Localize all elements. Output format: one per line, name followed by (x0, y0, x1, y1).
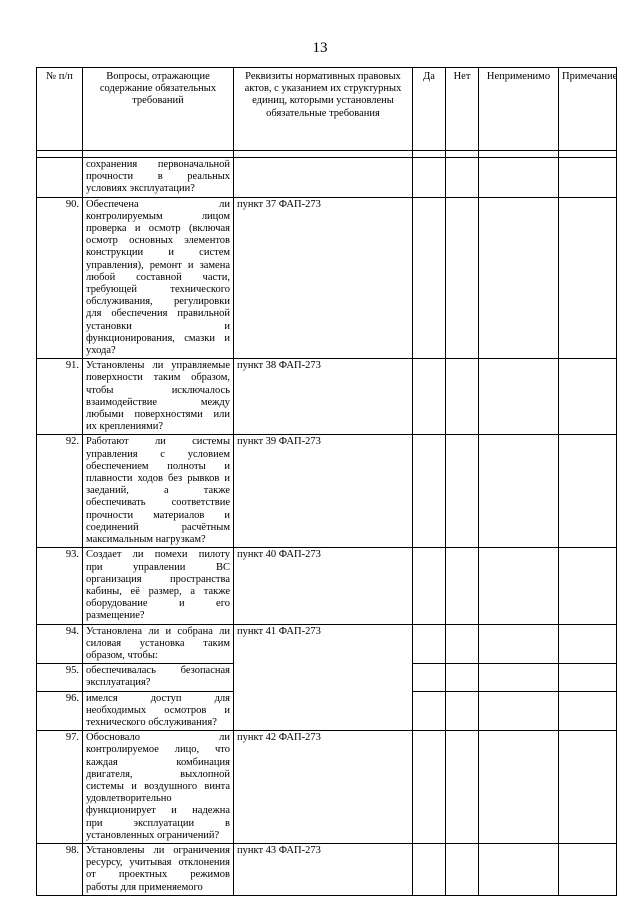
note-cell[interactable] (559, 624, 617, 664)
no-cell[interactable] (446, 664, 479, 691)
row-requisite: пункт 39 ФАП-273 (234, 435, 413, 548)
row-number: 96. (37, 691, 83, 731)
question-line: сохранения первоначальной (86, 159, 230, 170)
table-row-spacer (37, 151, 617, 158)
row-requisite: пункт 40 ФАП-273 (234, 548, 413, 624)
question-line: ресурсу, учитывая отклонения (86, 857, 230, 869)
yes-cell[interactable] (413, 548, 446, 624)
note-cell[interactable] (559, 158, 617, 198)
yes-cell[interactable] (413, 435, 446, 548)
question-line: любыми поверхностями или (86, 409, 230, 421)
na-cell[interactable] (479, 691, 559, 731)
note-cell[interactable] (559, 359, 617, 435)
row-number: 91. (37, 359, 83, 435)
question-line: ухода? (86, 345, 116, 357)
row-question (83, 435, 234, 548)
note-cell[interactable] (559, 843, 617, 895)
row-requisite (234, 158, 413, 198)
no-cell[interactable] (446, 843, 479, 895)
na-cell[interactable] (479, 435, 559, 548)
row-number (37, 158, 83, 198)
question-line: контролируемое лицо, что (86, 744, 230, 756)
note-cell[interactable] (559, 691, 617, 731)
question-line: Создает ли помехи пилоту (86, 549, 230, 561)
row-question (83, 548, 234, 624)
question-line: Установлены ли ограничения (86, 844, 230, 856)
yes-cell[interactable] (413, 731, 446, 844)
row-number: 94. (37, 624, 83, 664)
table-row (37, 435, 617, 548)
table-row (37, 158, 617, 198)
question-line: установки и (86, 320, 230, 332)
row-requisite: пункт 38 ФАП-273 (234, 359, 413, 435)
no-cell[interactable] (446, 435, 479, 548)
table-row (37, 843, 617, 895)
question-line: силовая установка таким (86, 637, 230, 649)
question-line: поверхности таким образом, (86, 372, 230, 384)
header-requisites: Реквизиты нормативных правовых актов, с указанием их структурных единиц, которыми установлены обязательные требования (234, 68, 413, 151)
row-question (83, 843, 234, 895)
row-question (83, 197, 234, 359)
header-num: № п/п (37, 68, 83, 151)
note-cell[interactable] (559, 548, 617, 624)
checklist-table (36, 67, 617, 896)
question-line: для обеспечения правильной (86, 308, 230, 320)
na-cell[interactable] (479, 731, 559, 844)
yes-cell[interactable] (413, 359, 446, 435)
question-line: прочности материалов и (86, 509, 230, 521)
question-line: любой составной части, (86, 271, 230, 283)
question-line: функционирования, смазки и (86, 332, 230, 344)
question-line: максимальным нагрузкам? (86, 534, 206, 546)
question-line: управления), ремонт и замена (86, 259, 230, 271)
question-line: удовлетворительно (86, 793, 172, 805)
question-line: проверка и осмотр (включая (86, 223, 230, 235)
yes-cell[interactable] (413, 664, 446, 691)
question-line: двигателя, выхлопной (86, 768, 230, 780)
no-cell[interactable] (446, 548, 479, 624)
question-line: требующей технического (86, 284, 230, 296)
question-line: прочности в реальных (86, 171, 230, 183)
yes-cell[interactable] (413, 843, 446, 895)
question-line: конструкции и систем (86, 247, 230, 259)
question-line: при управлении ВС (86, 561, 230, 573)
row-requisite: пункт 41 ФАП-273 (234, 624, 413, 731)
row-requisite: пункт 43 ФАП-273 (234, 843, 413, 895)
na-cell[interactable] (479, 624, 559, 664)
question-line: обслуживания, регулировки (86, 296, 230, 308)
question-line: каждая комбинация (86, 756, 230, 768)
question-line: функционирует и надежна (86, 805, 230, 817)
question-line: Установлена ли и собрана ли (86, 625, 230, 637)
note-cell[interactable] (559, 197, 617, 359)
na-cell[interactable] (479, 843, 559, 895)
question-line: системы и воздушного винта (86, 780, 230, 792)
table-row (37, 548, 617, 624)
note-cell[interactable] (559, 664, 617, 691)
question-line: установленных ограничений? (86, 829, 220, 841)
table-row (37, 197, 617, 359)
question-line: организация пространства (86, 573, 230, 585)
note-cell[interactable] (559, 435, 617, 548)
no-cell[interactable] (446, 624, 479, 664)
no-cell[interactable] (446, 158, 479, 198)
question-line: чтобы исключалось (86, 384, 230, 396)
no-cell[interactable] (446, 359, 479, 435)
question-line: размещение? (86, 610, 145, 622)
question-line: плавности ходов без рывков и (86, 473, 230, 485)
question-line: осмотр основных элементов (86, 235, 230, 247)
note-cell[interactable] (559, 731, 617, 844)
question-line: соединений расчётным (86, 521, 230, 533)
na-cell[interactable] (479, 359, 559, 435)
question-line: взаимодействие между (86, 396, 230, 408)
na-cell[interactable] (479, 197, 559, 359)
question-line: работы для применяемого (86, 881, 203, 893)
question-line: при эксплуатации в (86, 817, 230, 829)
question-line: от проектных режимов (86, 869, 230, 881)
na-cell[interactable] (479, 158, 559, 198)
question-line: их креплениями? (86, 421, 164, 433)
header-no: Нет (446, 68, 479, 151)
row-number: 93. (37, 548, 83, 624)
question-line: Обосновало ли (86, 732, 230, 744)
table-row (37, 624, 617, 664)
question-line: имелся доступ для (86, 692, 230, 704)
row-number: 90. (37, 197, 83, 359)
row-number: 98. (37, 843, 83, 895)
question-line: технического обслуживания? (86, 716, 217, 728)
row-number: 95. (37, 664, 83, 691)
page-number: 13 (312, 40, 328, 56)
row-requisite: пункт 37 ФАП-273 (234, 197, 413, 359)
table-row (37, 731, 617, 844)
row-question (83, 664, 234, 691)
header-na: Неприменимо (479, 68, 559, 151)
no-cell[interactable] (446, 691, 479, 731)
header-yes: Да (413, 68, 446, 151)
question-line: управления с условием (86, 448, 230, 460)
row-question (83, 731, 234, 844)
question-line: заеданий, а также (86, 485, 230, 497)
row-question (83, 158, 234, 198)
question-line: обеспечением полноты и (86, 460, 230, 472)
question-line: обеспечивать соответствие (86, 497, 230, 509)
table-header-row (37, 68, 617, 151)
yes-cell[interactable] (413, 691, 446, 731)
yes-cell[interactable] (413, 158, 446, 198)
question-line: обеспечивалась безопасная (86, 665, 230, 677)
na-cell[interactable] (479, 548, 559, 624)
question-line: Обеспечена ли (86, 198, 230, 210)
question-line: кабины, её размер, а также (86, 585, 230, 597)
question-line: Работают ли системы (86, 436, 230, 448)
row-requisite: пункт 42 ФАП-273 (234, 731, 413, 844)
row-number: 97. (37, 731, 83, 844)
yes-cell[interactable] (413, 624, 446, 664)
header-question: Вопросы, отражающие содержание обязательных требований (83, 68, 234, 151)
header-note: Примечание (559, 68, 617, 151)
yes-cell[interactable] (413, 197, 446, 359)
no-cell[interactable] (446, 197, 479, 359)
question-line: условиях эксплуатации? (86, 183, 195, 195)
row-question (83, 624, 234, 664)
row-question (83, 691, 234, 731)
question-line: эксплуатация? (86, 677, 151, 689)
row-number: 92. (37, 435, 83, 548)
table-row (37, 359, 617, 435)
no-cell[interactable] (446, 731, 479, 844)
question-line: необходимых осмотров и (86, 704, 230, 716)
question-line: оборудование и его (86, 598, 230, 610)
question-line: Установлены ли управляемые (86, 360, 230, 372)
question-line: образом, чтобы: (86, 649, 158, 661)
na-cell[interactable] (479, 664, 559, 691)
row-question (83, 359, 234, 435)
question-line: контролируемым лицом (86, 210, 230, 222)
